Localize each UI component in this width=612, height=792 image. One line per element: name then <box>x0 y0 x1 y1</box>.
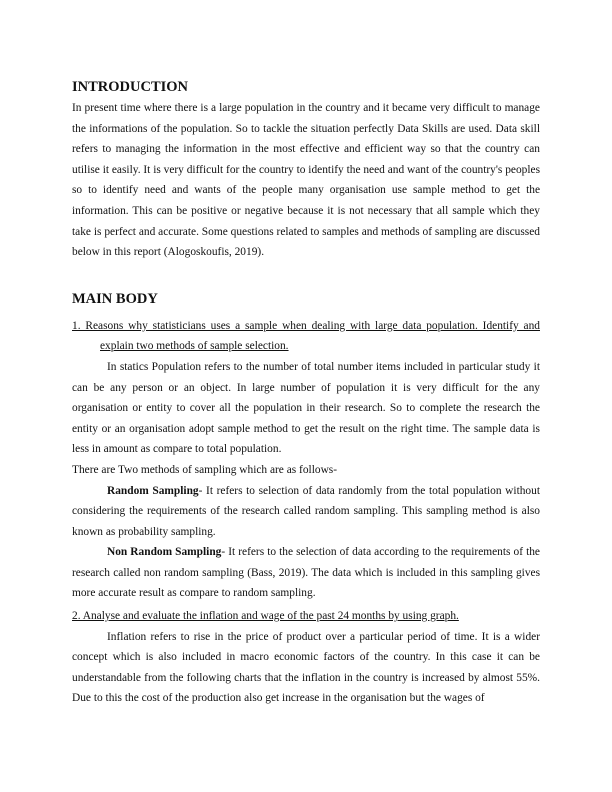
question-1-paragraph: In statics Population refers to the number of total number items included in particular study it can be any person or an object. In large number of population it is very difficult for the any organisation or entity to cover all the population in their research. So to complete the research the entity or an organisation adopt sample method to get the result on the right time. The sample data is less in amount as compare to total population. <box>72 360 540 456</box>
question-2-paragraph: Inflation refers to rise in the price of product over a particular period of time. It is a wider concept which is also included in macro economic factors of the country. In this case it can be understandable from the following charts that the inflation in the country is increased by almost 55%. Due to this the cost of the production also get increase in the organisation but the wages of <box>72 630 540 705</box>
introduction-heading: INTRODUCTION <box>72 79 189 95</box>
sampling-methods-intro: There are Two methods of sampling which are as follows- <box>72 463 338 476</box>
question-1-heading: 1. Reasons why statisticians uses a sample when dealing with large data population. Identify and explain two methods of sample selection. <box>72 319 540 353</box>
document-page <box>72 78 540 709</box>
non-random-sampling-term: Non Random Sampling <box>107 546 222 559</box>
non-random-sampling-paragraph <box>72 542 540 604</box>
random-sampling-text: - It refers to selection of data randomly from the total population without considering the requirements of the research called random sampling. This sampling method is also known as probability sampling. <box>72 484 540 538</box>
question-2-heading: 2. Analyse and evaluate the inflation and wage of the past 24 months by using graph. <box>72 610 459 623</box>
introduction-paragraph: In present time where there is a large population in the country and it became very difficult to manage the informations of the population. So to tackle the situation perfectly Data Skills are used. Data skill refers to managing the information in the most effective and efficient way so that the country can utilise it easily. It is very difficult for the country to identify the need and want of the country's peoples so to identify need and wants of the people many organisation use sample method to get the information. This can be positive or negative because it is not necessary that all sample which they take is perfect and accurate. Some questions related to samples and methods of sampling are discussed below in this report (Alogoskoufis, 2019). <box>72 102 540 259</box>
random-sampling-paragraph <box>72 481 540 543</box>
main-body-heading: MAIN BODY <box>72 290 158 307</box>
random-sampling-term: Random Sampling <box>107 484 199 497</box>
non-random-sampling-text: - It refers to the selection of data according to the requirements of the research called non random sampling (Bass, 2019). The data which is included in this sampling gives more accurate result as compare to random sampling. <box>72 546 540 600</box>
